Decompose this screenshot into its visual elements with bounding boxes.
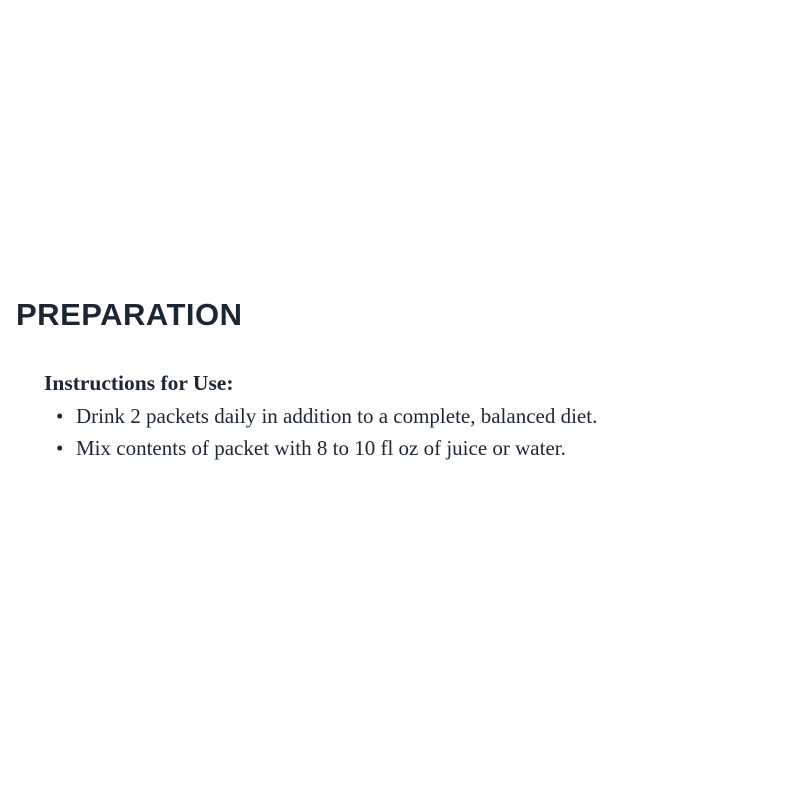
list-item-text: Drink 2 packets daily in addition to a complete, balanced diet.	[76, 404, 598, 429]
instructions-list	[44, 401, 800, 465]
preparation-section	[0, 298, 800, 465]
instructions-subheading: Instructions for Use:	[44, 371, 234, 396]
instructions-block	[44, 370, 800, 465]
list-item-text: Mix contents of packet with 8 to 10 fl oz of juice or water.	[76, 435, 566, 460]
list-item	[44, 433, 800, 465]
page-title: PREPARATION	[16, 297, 243, 332]
list-item	[44, 401, 800, 433]
bullet-icon: •	[56, 404, 64, 429]
bullet-icon: •	[56, 435, 64, 460]
